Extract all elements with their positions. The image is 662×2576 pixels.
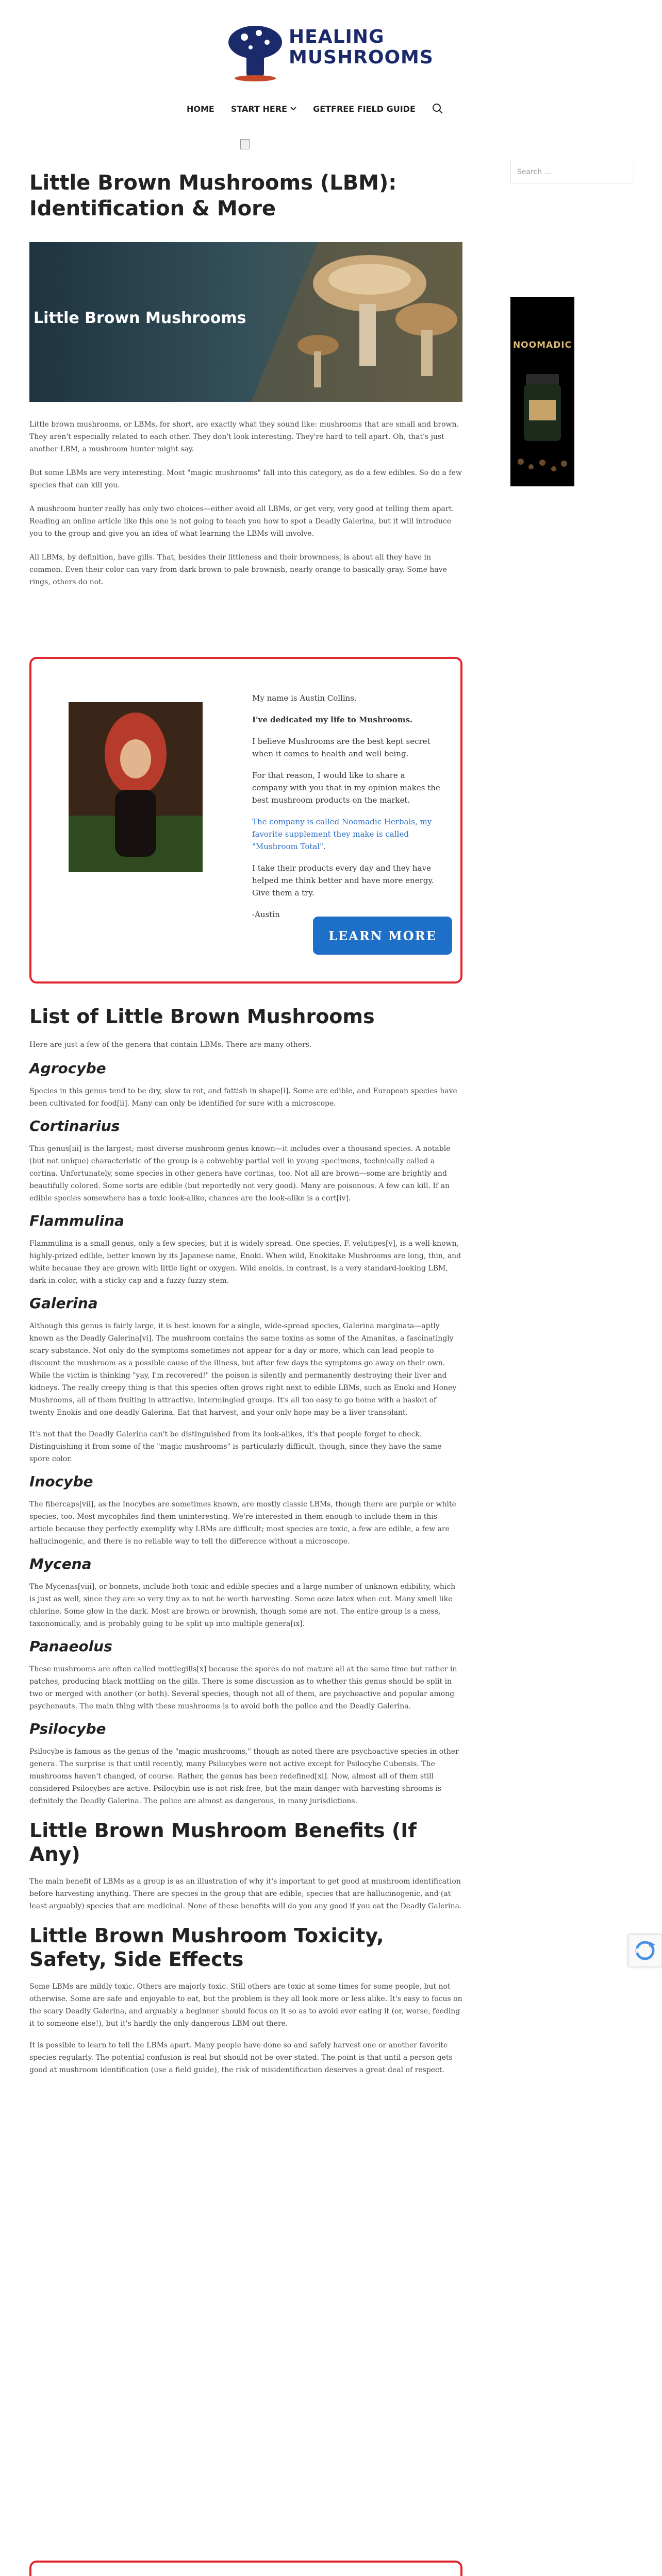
genus-text: Although this genus is fairly large, it is best known for a single, wide-spread species, Galerina marginata—aptly known as the Deadly Galerina[vi]. The mushroom contains the same toxins as some of the Amanitas, a fascinatingly scary substance. Not only do the symptoms sometimes not appear for a day or more, which can lead people to discount the mushroom as a possible cause of the illness, but after few days the symptoms go away on their own. While the victim is thinking "yay, I'm recovered!" the poison is silently and permanently destroying their liver and kidneys. The really creepy thing is that this species often grows right next to edible LBMs, such as Enoki and Honey Mushrooms, all of them fruiting in attractive, intermingled groups. It's all too easy to go home with a basket of twenty Enokis and one deadly Galerina. Eat that harvest, and your only hope may be a liver transplant. <box>29 1322 457 1417</box>
genus-heading: Flammulina <box>29 1212 124 1229</box>
site-name <box>289 27 434 68</box>
genus-text: Flammulina is a small genus, only a few species, but it is widely spread. One species, F. velutipes[v], is a well-known, highly-prized edible, better known by its Japanese name, Enoki. When wild, Enokitake Mushrooms are long, thin, and white because they are grown with little light or oxygen. Wild enokis, in contrast, is a very standard-looking LBM, dark in color, with a sticky cap and a fuzzy fuzzy stem. <box>29 1240 461 1285</box>
intro-paragraph-1: Little brown mushrooms, or LBMs, for short, are exactly what they sound like: mushrooms that are small and brown. They aren't especially related to each other. They don't look interesting. They're hard to tell apart. Oh, that's just another LBM, a mushroom hunter might say. <box>29 420 459 453</box>
author-bio-box <box>29 2561 462 2576</box>
intro-paragraph-3: A mushroom hunter really has only two choices—either avoid all LBMs, or get very, very good at telling them apart. Reading an online article like this one is not going to teach you how to spot a Deadly Galerina, but it will introduce you to the group and give you an idea of what learning the LBMs will involve. <box>29 505 454 538</box>
genus-heading: Psilocybe <box>29 1720 106 1737</box>
bio-dedication: I've dedicated my life to Mushrooms. <box>252 715 413 724</box>
genus-text: These mushrooms are often called mottlegills[x] because the spores do not mature all at the same time but rather in patches, producing black mottling on the gills. There is some discussion as to whether this genus should be split in two or merged with another (or both). Several species, though not all of them, are psychoactive and popular among psychonauts. The main thing with these mushrooms is to avoid both the police and the Deadly Galerina. <box>29 1665 457 1710</box>
intro-paragraph-2: But some LBMs are very interesting. Most "magic mushrooms" fall into this category, as do a few edibles. So do a few species that can kill you. <box>29 469 462 489</box>
hero-image <box>29 242 462 402</box>
genus-text: This genus[iii] is the largest; most diverse mushroom genus known—it includes over a thousand species. A notable (but not unique) characteristic of the group is a cobwebby partial veil in young specimens, technically called a cortina. Unfortunately, some species in other genera have cortinas, too. Not all are brown—some are brightly and beautifully colored. Some sorts are edible (but reportedly not very good). Many are poisonous. A few can kill. If an edible species somewhere has a toxic look-alike, chances are the look-alike is a cort[iv]. <box>29 1145 451 1202</box>
toxicity-text-1: Some LBMs are mildly toxic. Others are majorly toxic. Still others are toxic at some times for some people, but not otherwise. Some are safe and enjoyable to eat, but the problem is they all look more or less alike. It's easy to focus on the scary Deadly Galerina, and arguably a beginner should focus on it so as to avoid ever eating it (or, worse, feeding it to someone else!), but it's hardly the only dangerous LBM out there. <box>29 1982 462 2028</box>
hero-caption: Little Brown Mushrooms <box>34 309 246 327</box>
nav-home[interactable]: HOME <box>187 104 214 114</box>
mushroom-logo-icon <box>227 18 284 84</box>
toxicity-text-2: It is possible to learn to tell the LBMs apart. Many people have done so and safely harvest one or another favorite species regularly. The potential confusion is real but should not be over-stated. The point is that until a person gets good at mushroom identification (use a field guide), the risk of misidentification deserves a great deal of respect. <box>29 2041 453 2074</box>
learn-more-button[interactable]: LEARN MORE <box>313 917 452 955</box>
site-name-line1: HEALING <box>289 26 385 47</box>
genus-heading: Cortinarius <box>29 1117 120 1134</box>
genus-heading: Panaeolus <box>29 1638 112 1655</box>
page-title: Little Brown Mushrooms (LBM): Identification & More <box>29 171 397 221</box>
bio-belief: I believe Mushrooms are the best kept secret when it comes to health and well being. <box>252 737 431 758</box>
list-heading: List of Little Brown Mushrooms <box>29 1005 375 1028</box>
sidebar <box>510 161 634 350</box>
supplement-jar-illustration <box>510 297 574 486</box>
bio-daily: I take their products every day and they have helped me think better and have more energy. Give them a try. <box>252 863 434 897</box>
author-bio-box <box>29 657 462 984</box>
toxicity-heading: Little Brown Mushroom Toxicity, Safety, Side Effects <box>29 1924 384 1971</box>
bio-sign: -Austin <box>252 910 280 919</box>
sidebar-ad[interactable] <box>510 297 574 486</box>
genus-text: The fibercaps[vii], as the Inocybes are sometimes known, are mostly classic LBMs, though there are purple or white species, too. Most mycophiles find them uninteresting. We're interested in them enough to include them in this article because they perfectly exemplify why LBMs are difficult; most species are toxic, a few are edible, a few are hallucinogenic, and there is no reliable way to tell the difference without a microscope. <box>29 1500 456 1546</box>
bio-name: My name is Austin Collins. <box>252 693 357 703</box>
genus-heading: Agrocybe <box>29 1060 106 1077</box>
intro-paragraph-4: All LBMs, by definition, have gills. That, besides their littleness and their brownness, is about all they have in common. Even their color can vary from dark brown to pale brownish, nearly orange to basically gray. Some have rings, others do not. <box>29 553 447 586</box>
bio-company-link[interactable]: The company is called Noomadic Herbals, my favorite supplement they make is called "Mushroom Total". <box>252 817 432 851</box>
genera-section <box>29 1005 462 2076</box>
author-photo <box>69 702 203 872</box>
benefits-heading: Little Brown Mushroom Benefits (If Any) <box>29 1819 417 1866</box>
intro-section <box>29 418 462 588</box>
genus-heading: Galerina <box>29 1295 98 1312</box>
genus-text: The Mycenas[viii], or bonnets, include both toxic and edible species and a large number of unknown edibility, which is just as well, since they are so very tiny as to not be worth harvesting. Some ooze latex when cut. Many smell like chlorine. Some glow in the dark. Most are brown or brownish, though some are not. The entire group is a mess, taxonomically, and is probably going to be split up into multiple genera[ix]. <box>29 1583 456 1628</box>
recaptcha-icon <box>628 1935 661 1967</box>
main-nav <box>187 103 446 114</box>
search-icon[interactable] <box>432 103 446 114</box>
genus-text: Psilocybe is famous as the genus of the "magic mushrooms," though as noted there are psychoactive species in other genera. The surprise is that until recently, many Psilocybes were not active except for Psilocybe Cubensis. The mushrooms haven't changed, of course. Rather, the genus has been redefined[xi]. Now, almost all of them still considered Psilocybes are active. Psilocybin use is not risk-free, but the main danger with harvesting shrooms is definitely the Deadly Galerina. The police are almost as dangerous, in many jurisdictions. <box>29 1748 459 1805</box>
bio-share: For that reason, I would like to share a company with you that in my opinion makes the best mushroom products on the market. <box>252 771 440 805</box>
benefits-text: The main benefit of LBMs as a group is as an illustration of why it's important to get good at mushroom identification before harvesting anything. There are species in the group that are edible, species that are hallucinogenic, and (at least arguably) species that are medicinal. None of these benefits will do you any good if you eat the Deadly Galerina. <box>29 1877 462 1910</box>
genus-heading: Inocybe <box>29 1473 93 1490</box>
ad-brand: NOOMADIC <box>512 340 572 350</box>
nav-start-here[interactable] <box>231 104 296 114</box>
list-intro: Here are just a few of the genera that contain LBMs. There are many others. <box>29 1041 312 1049</box>
nav-field-guide[interactable]: GETFREE FIELD GUIDE <box>313 104 416 114</box>
nav-start-here-label: START HERE <box>230 104 288 114</box>
chevron-down-icon <box>290 107 296 111</box>
genus-heading: Mycena <box>29 1555 92 1572</box>
genus-text: It's not that the Deadly Galerina can't be distinguished from its look-alikes, it's that people forget to check. Distinguishing it from some of the "magic mushrooms" is particularly difficult, though, since they have the same spore color. <box>29 1430 442 1463</box>
genus-text: Species in this genus tend to be dry, slow to rot, and fattish in shape[i]. Some are edible, and European species have been cultivated for food[ii]. Many can only be identified for sure with a microscope. <box>29 1087 457 1108</box>
search-input[interactable]: Search ... <box>510 161 634 183</box>
site-logo[interactable] <box>227 18 443 84</box>
author-bio-text <box>252 692 441 930</box>
site-name-line2: MUSHROOMS <box>289 47 434 68</box>
site-header <box>0 0 662 82</box>
recaptcha-badge[interactable] <box>628 1934 662 1967</box>
broken-image-icon <box>240 139 250 149</box>
